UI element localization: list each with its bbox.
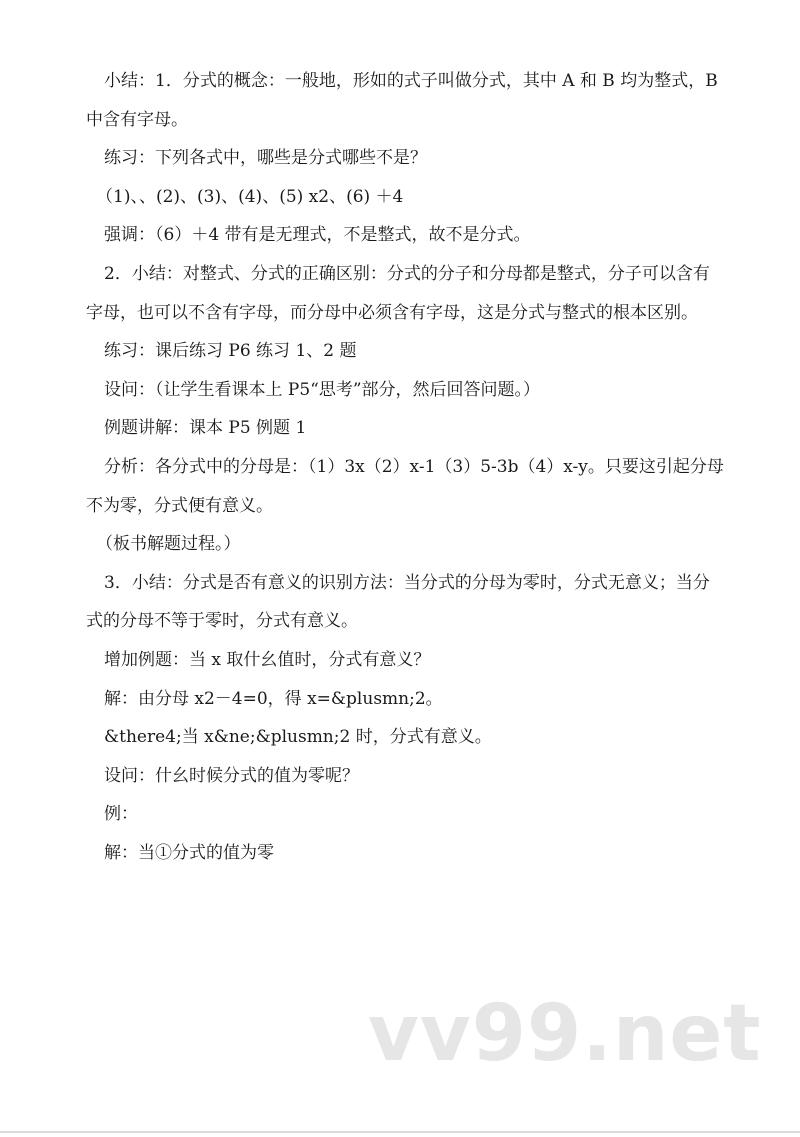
paragraph-conclusion: &there4;当 x&ne;&plusmn;2 时，分式有意义。 [104, 727, 492, 748]
watermark-text: vv99.net [368, 989, 762, 1079]
paragraph-exercise-2: 练习：课后练习 P6 练习 1、2 题 [104, 341, 357, 362]
paragraph-exercise-items: （1)、、(2)、(3)、(4)、(5) x2、(6) ＋4 [96, 186, 404, 207]
paragraph-summary-3: 3．小结：分式是否有意义的识别方法：当分式的分母为零时，分式无意义；当分式的分母不等于零时，分式有意义。 [86, 572, 710, 632]
paragraph-example-label: 例： [104, 804, 138, 825]
paragraph-solution-1: 解：由分母 x2－4=0，得 x=&plusmn;2。 [104, 688, 443, 709]
paragraph-analysis: 分析：各分式中的分母是：（1）3x（2）x-1（3）5-3b（4）x-y。只要这引起分母不为零，分式便有意义。 [86, 456, 724, 516]
document-body [86, 62, 726, 872]
paragraph-board-note: （板书解题过程。） [96, 534, 241, 555]
paragraph-emphasis: 强调：（6）＋4 带有是无理式，不是整式，故不是分式。 [104, 225, 531, 246]
paragraph-summary-1: 小结：1．分式的概念：一般地，形如的式子叫做分式，其中 A 和 B 均为整式，B 中含有字母。 [86, 71, 718, 130]
paragraph-question-2: 设问：什幺时候分式的值为零呢？ [104, 765, 359, 786]
paragraph-exercise-1: 练习：下列各式中，哪些是分式哪些不是？ [104, 148, 427, 169]
page-bottom-divider [0, 1131, 800, 1133]
paragraph-summary-2: 2．小结：对整式、分式的正确区别：分式的分子和分母都是整式，分子可以含有字母，也可以不含有字母，而分母中必须含有字母，这是分式与整式的根本区别。 [86, 263, 710, 323]
paragraph-solution-2: 解：当①分式的值为零 [104, 842, 274, 863]
paragraph-question-1: 设问：（让学生看课本上 P5“思考”部分，然后回答问题。） [104, 379, 541, 400]
paragraph-example-lecture: 例题讲解：课本 P5 例题 1 [104, 418, 307, 439]
paragraph-added-example: 增加例题：当 x 取什幺值时，分式有意义？ [104, 649, 431, 670]
